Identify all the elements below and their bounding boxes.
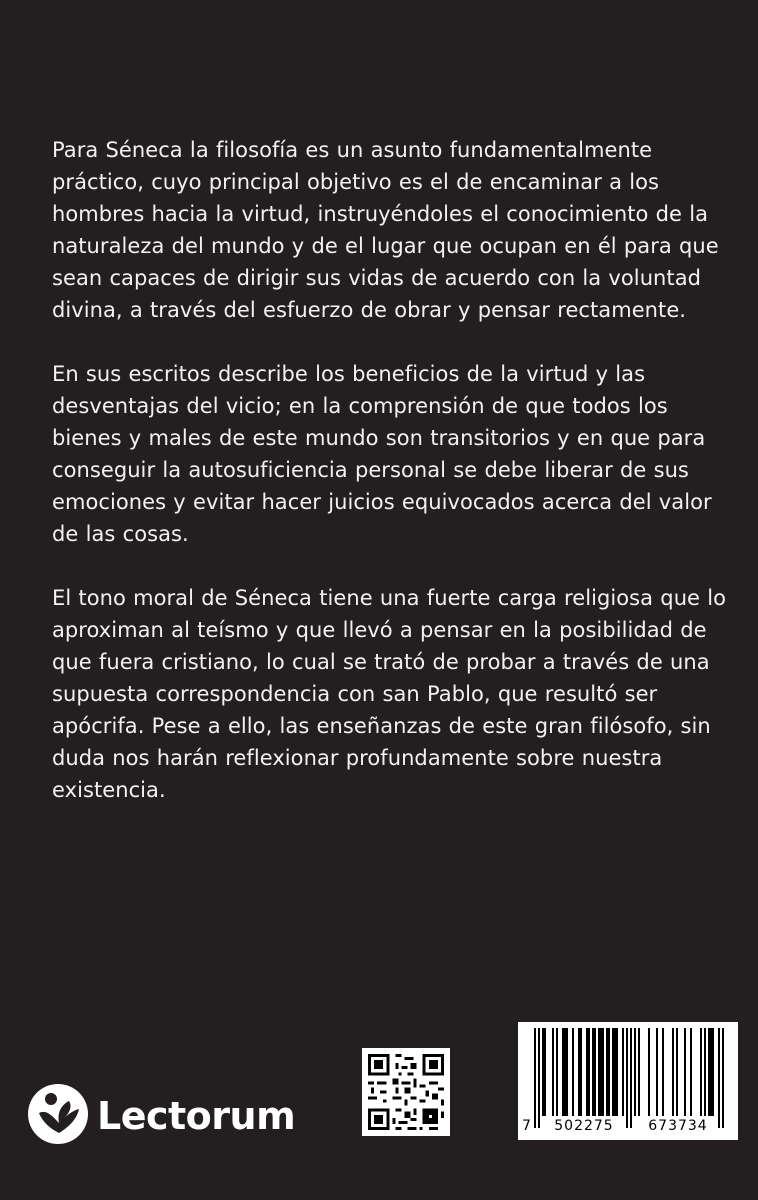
barcode-bar (544, 1028, 546, 1116)
barcode-bar (608, 1028, 610, 1116)
qr-code (362, 1048, 450, 1136)
barcode-bar (656, 1028, 658, 1116)
barcode-bar (542, 1028, 544, 1116)
barcode-bar (634, 1028, 636, 1116)
isbn-barcode (518, 1022, 738, 1140)
barcode-bar (606, 1028, 608, 1116)
barcode-bar (602, 1028, 604, 1116)
barcode-bar (598, 1028, 600, 1116)
back-cover-synopsis (52, 134, 732, 838)
lectorum-logo-icon (27, 1083, 89, 1149)
barcode-bar (538, 1028, 540, 1128)
publisher-name: Lectorum (97, 1094, 296, 1138)
barcode-right-group: 673734 (648, 1118, 708, 1134)
barcode-bar (662, 1028, 664, 1116)
barcode-bar (580, 1028, 582, 1116)
barcode-bar (572, 1028, 574, 1116)
barcode-bar (578, 1028, 580, 1116)
synopsis-paragraph-1: Para Séneca la filosofía es un asunto fundamentalmente práctico, cuyo principal objetivo es el de encaminar a los hombres hacia la virtud, instruyéndoles el conocimiento de la naturaleza del mundo y de el lugar que ocupan en él para que sean capaces de dirigir sus vidas de acuerdo con la voluntad divina, a través del esfuerzo de obrar y pensar rectamente. (52, 138, 719, 322)
barcode-bar (710, 1028, 712, 1116)
barcode-bar (638, 1028, 640, 1116)
barcode-bar (612, 1028, 614, 1116)
barcode-bar (592, 1028, 594, 1116)
barcode-bar (564, 1028, 566, 1116)
barcode-bar (566, 1028, 568, 1116)
barcode-left-group: 502275 (554, 1118, 614, 1134)
barcode-bar (588, 1028, 590, 1116)
barcode-bar (648, 1028, 650, 1116)
barcode-bar (712, 1028, 714, 1116)
barcode-bar (562, 1028, 564, 1116)
barcode-bar (552, 1028, 554, 1116)
barcode-bar (622, 1028, 624, 1116)
barcode-bar (614, 1028, 616, 1116)
synopsis-paragraph-3: El tono moral de Séneca tiene una fuerte carga religiosa que lo aproximan al teísmo y que llevó a pensar en la posibilidad de que fuera cristiano, lo cual se trató de probar a través de una supuesta correspondencia con san Pablo, que resultó ser apócrifa. Pese a ello, las enseñanzas de este gran filósofo, sin duda nos harán reflexionar profundamente sobre nuestra existencia. (52, 586, 727, 802)
barcode-bar (676, 1028, 678, 1116)
barcode-bar (684, 1028, 686, 1116)
publisher-logo (27, 1084, 295, 1148)
barcode-bar (626, 1028, 628, 1128)
barcode-bar (534, 1028, 536, 1128)
synopsis-paragraph-2: En sus escritos describe los beneficios de la virtud y las desventajas del vicio; en la comprensión de que todos los bienes y males de este mundo son transitorios y en que para conseguir la autosuficiencia personal se debe liberar de sus emociones y evitar hacer juicios equivocados acerca del valor de las cosas. (52, 362, 712, 546)
barcode-bar (722, 1028, 724, 1128)
barcode-bar (616, 1028, 618, 1116)
barcode-bar (594, 1028, 596, 1116)
barcode-bar (672, 1028, 674, 1116)
barcode-bar (690, 1028, 692, 1116)
barcode-bar (556, 1028, 558, 1116)
barcode-bar (704, 1028, 706, 1116)
qr-code-icon (362, 1048, 450, 1136)
barcode-bar (600, 1028, 602, 1116)
barcode-bar (700, 1028, 702, 1116)
barcode-bar (718, 1028, 720, 1128)
barcode-bar (630, 1028, 632, 1128)
barcode-bar (586, 1028, 588, 1116)
barcode-bar (708, 1028, 710, 1116)
barcode-first-digit: 7 (522, 1118, 531, 1134)
